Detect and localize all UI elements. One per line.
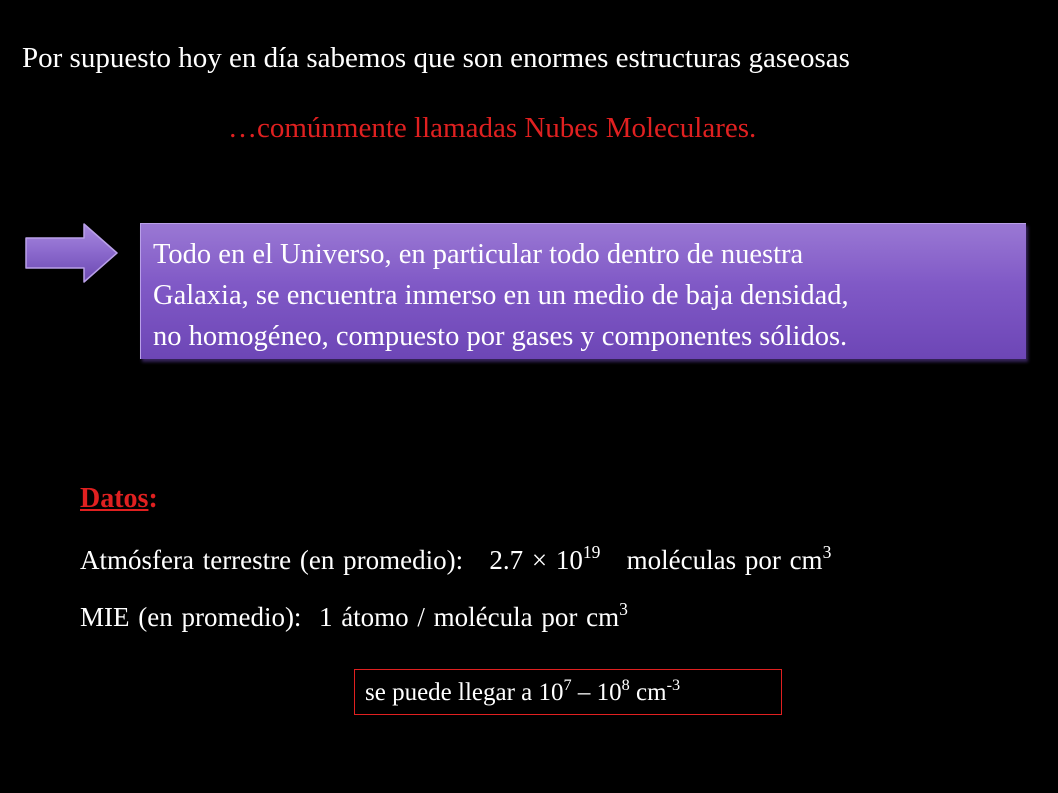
note-exponent-2: 8 bbox=[621, 675, 630, 694]
datos-title bbox=[80, 483, 158, 515]
info-line-3: no homogéneo, compuesto por gases y componentes sólidos. bbox=[153, 321, 848, 352]
note-dash: – 10 bbox=[571, 679, 622, 706]
atmosphere-unit-exponent: 3 bbox=[822, 542, 832, 563]
mie-value: 1 átomo / molécula por cm bbox=[318, 602, 620, 632]
atmosphere-exponent: 19 bbox=[582, 542, 601, 563]
mie-row bbox=[80, 599, 628, 633]
atmosphere-base: 10 bbox=[555, 545, 583, 575]
heading-line-2: …comúnmente llamadas Nubes Moleculares. bbox=[228, 112, 757, 144]
info-line-1: Todo en el Universo, en particular todo dentro de nuestra bbox=[153, 239, 804, 270]
datos-title-text: Datos bbox=[80, 483, 149, 514]
right-arrow-icon bbox=[24, 222, 120, 284]
info-line-2: Galaxia, se encuentra inmerso en un medio de baja densidad, bbox=[153, 280, 849, 311]
note-prefix: se puede llegar a 10 bbox=[365, 679, 564, 706]
times-symbol: × bbox=[531, 545, 548, 575]
atmosphere-label: Atmósfera terrestre (en promedio): bbox=[80, 545, 464, 575]
heading-line-1: Por supuesto hoy en día sabemos que son enormes estructuras gaseosas bbox=[22, 42, 850, 74]
atmosphere-row bbox=[80, 542, 832, 576]
note-box bbox=[354, 669, 782, 715]
mie-unit-exponent: 3 bbox=[619, 599, 628, 620]
atmosphere-coefficient: 2.7 bbox=[489, 545, 524, 575]
info-box bbox=[140, 223, 1026, 359]
atmosphere-unit: moléculas por cm bbox=[626, 545, 823, 575]
note-unit: cm bbox=[629, 679, 667, 706]
datos-title-colon: : bbox=[148, 483, 158, 514]
mie-label: MIE (en promedio): bbox=[80, 602, 302, 632]
note-exponent-3: -3 bbox=[666, 675, 681, 694]
note-exponent-1: 7 bbox=[563, 675, 572, 694]
